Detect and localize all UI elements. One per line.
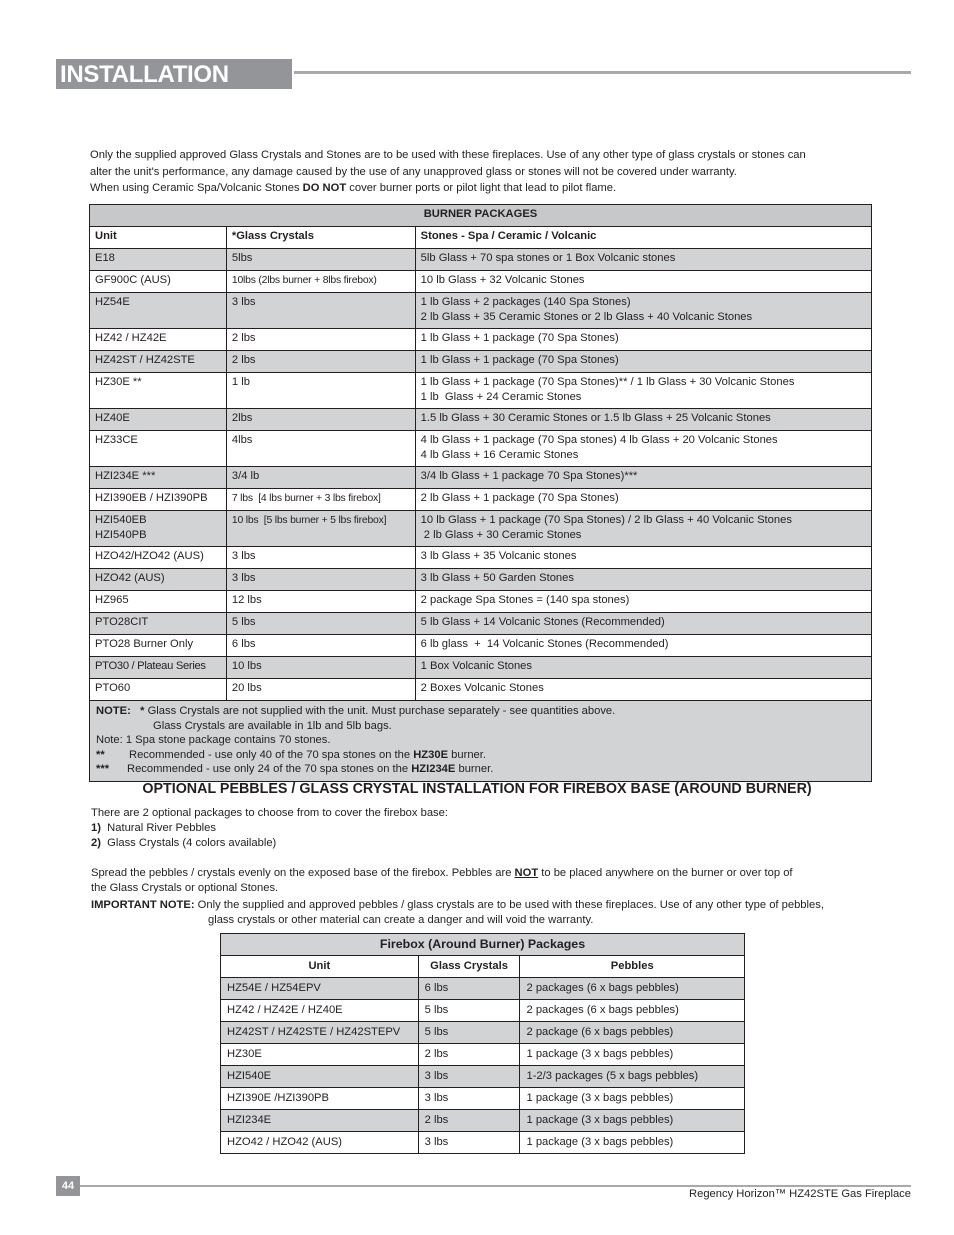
burner-table-row xyxy=(90,271,872,293)
burner-table-note xyxy=(90,701,872,782)
note-line-2: Glass Crystals are available in 1lb and 5lb bags. xyxy=(153,719,392,732)
cell-unit-text: PTO28 Burner Only xyxy=(95,638,194,650)
burner-table-row xyxy=(90,657,872,679)
cell-stones-text: 2 package Spa Stones = (140 spa stones) xyxy=(420,594,630,606)
note-line-4: Recommended - use only 40 of the 70 spa stones on the xyxy=(129,748,414,761)
cell-stones-text-line-2: 1 lb Glass + 24 Ceramic Stones xyxy=(420,391,582,403)
note-line-1: Glass Crystals are not supplied with the unit. Must purchase separately - see quantities above. xyxy=(144,705,616,717)
cell-glass-text: 5 lbs xyxy=(231,616,256,628)
fb-col-header-unit: Unit xyxy=(221,956,419,978)
cell-stones-text: 1 lb Glass + 1 package (70 Spa Stones) xyxy=(420,332,619,344)
note-line-4-model: HZ30E xyxy=(413,748,449,761)
note-line-4-mark: ** xyxy=(96,748,105,761)
cell-unit xyxy=(90,409,227,431)
fb-cell-glass: 5 lbs xyxy=(418,1000,520,1022)
cell-stones xyxy=(415,489,871,511)
pebbles-spread-line-2: the Glass Crystals or optional Stones. xyxy=(91,882,279,894)
page-title: INSTALLATION xyxy=(60,61,229,88)
cell-stones xyxy=(415,635,871,657)
cell-glass xyxy=(226,329,415,351)
cell-unit-text: HZO42/HZO42 (AUS) xyxy=(95,550,204,562)
cell-glass xyxy=(226,511,415,547)
fb-cell-pebbles: 1 package (3 x bags pebbles) xyxy=(520,1110,745,1132)
important-note-text: Only the supplied and approved pebbles / glass crystals are to be used with these fireplaces. Use of any other type of pebbles, xyxy=(194,899,824,911)
cell-stones-text: 3 lb Glass + 50 Garden Stones xyxy=(420,572,574,584)
burner-table-row xyxy=(90,431,872,467)
cell-glass-text: 3 lbs xyxy=(231,572,256,584)
burner-table-row xyxy=(90,635,872,657)
cell-unit-text: HZ30E ** xyxy=(95,376,142,388)
firebox-table-body xyxy=(221,978,745,1154)
note-label: NOTE: xyxy=(96,705,131,717)
cell-stones-text: 1 Box Volcanic Stones xyxy=(420,660,532,672)
cell-glass xyxy=(226,547,415,569)
cell-stones-text: 1.5 lb Glass + 30 Ceramic Stones or 1.5 lb Glass + 25 Volcanic Stones xyxy=(420,412,771,424)
cell-glass xyxy=(226,569,415,591)
intro-warning-emphasis: DO NOT xyxy=(302,182,347,194)
fb-cell-glass: 3 lbs xyxy=(418,1088,520,1110)
cell-unit-text: HZ965 xyxy=(95,594,129,606)
cell-stones-text-line-2: 2 lb Glass + 30 Ceramic Stones xyxy=(420,529,582,541)
cell-glass xyxy=(226,467,415,489)
important-note-line-1 xyxy=(91,898,871,913)
option-2-label: Glass Crystals (4 colors available) xyxy=(107,837,277,849)
cell-unit xyxy=(90,547,227,569)
cell-glass-text: 10lbs (2lbs burner + 8lbs firebox) xyxy=(231,275,377,286)
pebbles-spread-line-1 xyxy=(91,866,871,881)
pebbles-option-1 xyxy=(91,821,871,836)
cell-unit xyxy=(90,431,227,467)
cell-unit-text: E18 xyxy=(95,252,115,264)
cell-stones-text: 6 lb glass + 14 Volcanic Stones (Recommended) xyxy=(420,638,669,650)
spread-text-tail: to be placed anywhere on the burner or over top of xyxy=(538,867,793,879)
firebox-table-row xyxy=(221,1044,745,1066)
cell-unit xyxy=(90,489,227,511)
note-line-5-model: HZI234E xyxy=(411,763,456,776)
burner-table-row xyxy=(90,547,872,569)
cell-stones xyxy=(415,293,871,329)
page-number: 44 xyxy=(56,1176,80,1196)
firebox-table-row xyxy=(221,1022,745,1044)
burner-table-row xyxy=(90,511,872,547)
burner-table-row xyxy=(90,591,872,613)
firebox-table-row xyxy=(221,1066,745,1088)
cell-glass-text: 3/4 lb xyxy=(231,470,260,482)
burner-packages-table xyxy=(89,204,872,782)
cell-unit xyxy=(90,613,227,635)
cell-stones-text-line-2: 2 lb Glass + 35 Ceramic Stones or 2 lb Glass + 40 Volcanic Stones xyxy=(420,311,753,323)
important-note-label: IMPORTANT NOTE: xyxy=(91,899,195,911)
burner-table-row xyxy=(90,293,872,329)
cell-stones-text: 2 Boxes Volcanic Stones xyxy=(420,682,544,694)
cell-glass-text: 2 lbs xyxy=(231,354,256,366)
fb-cell-glass: 6 lbs xyxy=(418,978,520,1000)
cell-stones xyxy=(415,511,871,547)
cell-glass-text: 2lbs xyxy=(231,412,253,424)
cell-unit-text: GF900C (AUS) xyxy=(95,274,171,286)
pebbles-text xyxy=(91,806,871,928)
col-header-stones: Stones - Spa / Ceramic / Volcanic xyxy=(415,227,871,249)
burner-table-row xyxy=(90,679,872,701)
cell-unit-text: HZI390EB / HZI390PB xyxy=(95,492,208,504)
cell-unit-text: HZI540EB xyxy=(95,514,147,526)
cell-unit-text: PTO60 xyxy=(95,682,131,694)
pebbles-option-2 xyxy=(91,836,871,851)
cell-stones-text: 1 lb Glass + 1 package (70 Spa Stones) xyxy=(420,354,619,366)
cell-stones-text: 4 lb Glass + 1 package (70 Spa stones) 4 lb Glass + 20 Volcanic Stones xyxy=(420,434,778,446)
footer-product-name: Regency Horizon™ HZ42STE Gas Fireplace xyxy=(689,1188,911,1200)
fb-cell-unit: HZO42 / HZO42 (AUS) xyxy=(221,1132,419,1154)
cell-stones xyxy=(415,657,871,679)
cell-glass xyxy=(226,373,415,409)
fb-cell-pebbles: 1 package (3 x bags pebbles) xyxy=(520,1132,745,1154)
note-line-3: Note: 1 Spa stone package contains 70 stones. xyxy=(96,734,331,747)
cell-glass xyxy=(226,293,415,329)
fb-cell-unit: HZI540E xyxy=(221,1066,419,1088)
burner-table-body xyxy=(90,249,872,701)
important-note-line-2: glass crystals or other material can create a danger and will void the warranty. xyxy=(208,914,594,926)
cell-unit-text: PTO28CIT xyxy=(95,616,149,628)
fb-cell-pebbles: 2 packages (6 x bags pebbles) xyxy=(520,1000,745,1022)
cell-unit xyxy=(90,249,227,271)
firebox-table-row xyxy=(221,1110,745,1132)
cell-stones xyxy=(415,467,871,489)
cell-stones xyxy=(415,351,871,373)
cell-stones-text: 5 lb Glass + 14 Volcanic Stones (Recommended) xyxy=(420,616,665,628)
cell-unit-text: HZ42 / HZ42E xyxy=(95,332,167,344)
cell-glass xyxy=(226,657,415,679)
burner-table-row xyxy=(90,467,872,489)
cell-stones xyxy=(415,613,871,635)
fb-cell-glass: 2 lbs xyxy=(418,1044,520,1066)
burner-table-row xyxy=(90,329,872,351)
cell-glass-text: 5lbs xyxy=(231,252,253,264)
intro-line-2: alter the unit's performance, any damage caused by the use of any unapproved glass or stones will not be covered under warranty. xyxy=(90,165,737,178)
note-line-5-tail: burner. xyxy=(455,763,494,776)
cell-glass-text: 2 lbs xyxy=(231,332,256,344)
fb-cell-pebbles: 1 package (3 x bags pebbles) xyxy=(520,1088,745,1110)
cell-glass xyxy=(226,409,415,431)
fb-cell-glass: 5 lbs xyxy=(418,1022,520,1044)
cell-stones-text: 2 lb Glass + 1 package (70 Spa Stones) xyxy=(420,492,619,504)
burner-table-row xyxy=(90,351,872,373)
cell-glass xyxy=(226,613,415,635)
cell-unit xyxy=(90,657,227,679)
fb-cell-pebbles: 2 package (6 x bags pebbles) xyxy=(520,1022,745,1044)
burner-table-caption: BURNER PACKAGES xyxy=(90,205,872,227)
firebox-packages-table xyxy=(220,933,745,1154)
intro-line-3-text: When using Ceramic Spa/Volcanic Stones xyxy=(90,182,303,194)
note-line-4-tail: burner. xyxy=(448,748,486,761)
cell-glass xyxy=(226,489,415,511)
cell-unit xyxy=(90,467,227,489)
cell-glass-text: 3 lbs xyxy=(231,296,256,308)
header-rule xyxy=(294,71,911,74)
cell-stones-text: 10 lb Glass + 1 package (70 Spa Stones) / 2 lb Glass + 40 Volcanic Stones xyxy=(420,514,792,526)
firebox-table-row xyxy=(221,1088,745,1110)
cell-stones xyxy=(415,249,871,271)
cell-glass-text: 1 lb xyxy=(231,376,250,388)
cell-glass-text: 12 lbs xyxy=(231,594,262,606)
cell-stones-text: 5lb Glass + 70 spa stones or 1 Box Volcanic stones xyxy=(420,252,676,264)
cell-unit-text-line-2: HZI540PB xyxy=(95,529,147,541)
fb-col-header-pebbles: Pebbles xyxy=(520,956,745,978)
cell-glass xyxy=(226,679,415,701)
firebox-table-row xyxy=(221,978,745,1000)
option-1-label: Natural River Pebbles xyxy=(107,822,216,834)
cell-stones xyxy=(415,569,871,591)
fb-cell-unit: HZ42ST / HZ42STE / HZ42STEPV xyxy=(221,1022,419,1044)
cell-stones xyxy=(415,431,871,467)
firebox-table-caption: Firebox (Around Burner) Packages xyxy=(221,934,745,956)
note-line-5-mark: *** xyxy=(96,763,110,776)
cell-stones xyxy=(415,373,871,409)
fb-cell-pebbles: 1-2/3 packages (5 x bags pebbles) xyxy=(520,1066,745,1088)
intro-line-3-tail: cover burner ports or pilot light that lead to pilot flame. xyxy=(346,182,617,194)
cell-unit-text: HZ42ST / HZ42STE xyxy=(95,354,195,366)
footer-rule xyxy=(80,1185,911,1187)
fb-cell-glass: 3 lbs xyxy=(418,1132,520,1154)
fb-cell-pebbles: 2 packages (6 x bags pebbles) xyxy=(520,978,745,1000)
cell-unit xyxy=(90,569,227,591)
burner-table-row xyxy=(90,613,872,635)
cell-glass-text: 4lbs xyxy=(231,434,253,446)
fb-cell-glass: 3 lbs xyxy=(418,1066,520,1088)
cell-glass-text: 6 lbs xyxy=(231,638,256,650)
cell-stones xyxy=(415,679,871,701)
fb-cell-unit: HZI234E xyxy=(221,1110,419,1132)
burner-table-row xyxy=(90,249,872,271)
intro-line-1: Only the supplied approved Glass Crystals and Stones are to be used with these fireplaces. Use of any other type of glass crystals or stones can xyxy=(90,149,806,161)
cell-glass-text: 10 lbs xyxy=(231,660,262,672)
cell-glass-text: 10 lbs [5 lbs burner + 5 lbs firebox] xyxy=(231,515,387,526)
fb-col-header-glass: Glass Crystals xyxy=(418,956,520,978)
cell-unit-text: HZO42 (AUS) xyxy=(95,572,165,584)
burner-table-row xyxy=(90,569,872,591)
cell-glass xyxy=(226,431,415,467)
option-1-number: 1) xyxy=(91,822,101,834)
cell-stones xyxy=(415,409,871,431)
intro-line-3 xyxy=(90,180,880,197)
cell-glass-text: 3 lbs xyxy=(231,550,256,562)
fb-cell-unit: HZ30E xyxy=(221,1044,419,1066)
cell-stones-text: 1 lb Glass + 1 package (70 Spa Stones)** / 1 lb Glass + 30 Volcanic Stones xyxy=(420,376,795,388)
cell-glass xyxy=(226,351,415,373)
cell-unit xyxy=(90,591,227,613)
cell-unit xyxy=(90,373,227,409)
fb-cell-pebbles: 1 package (3 x bags pebbles) xyxy=(520,1044,745,1066)
cell-unit xyxy=(90,679,227,701)
cell-unit-text: PTO30 / Plateau Series xyxy=(95,660,206,672)
cell-unit-text: HZI234E *** xyxy=(95,470,156,482)
cell-glass-text: 20 lbs xyxy=(231,682,262,694)
note-star: * xyxy=(140,705,145,717)
fb-cell-glass: 2 lbs xyxy=(418,1110,520,1132)
pebbles-section-title: OPTIONAL PEBBLES / GLASS CRYSTAL INSTALLATION FOR FIREBOX BASE (AROUND BURNER) xyxy=(142,781,812,797)
fb-cell-unit: HZ54E / HZ54EPV xyxy=(221,978,419,1000)
col-header-unit: Unit xyxy=(90,227,227,249)
firebox-table-row xyxy=(221,1000,745,1022)
pebbles-intro: There are 2 optional packages to choose from to cover the firebox base: xyxy=(91,807,448,819)
cell-stones xyxy=(415,591,871,613)
spread-not-emphasis: NOT xyxy=(514,867,539,879)
cell-glass-text: 7 lbs [4 lbs burner + 3 lbs firebox] xyxy=(231,493,381,504)
cell-unit xyxy=(90,351,227,373)
cell-stones xyxy=(415,547,871,569)
intro-text xyxy=(90,147,880,197)
cell-unit xyxy=(90,511,227,547)
cell-unit-text: HZ54E xyxy=(95,296,130,308)
cell-unit xyxy=(90,293,227,329)
cell-unit xyxy=(90,271,227,293)
cell-unit xyxy=(90,635,227,657)
col-header-glass: *Glass Crystals xyxy=(226,227,415,249)
note-line-5: Recommended - use only 24 of the 70 spa stones on the xyxy=(127,763,412,776)
fb-cell-unit: HZ42 / HZ42E / HZ40E xyxy=(221,1000,419,1022)
cell-glass xyxy=(226,249,415,271)
burner-table-row xyxy=(90,373,872,409)
cell-glass xyxy=(226,271,415,293)
spread-text: Spread the pebbles / crystals evenly on the exposed base of the firebox. Pebbles are xyxy=(91,867,515,879)
cell-unit-text: HZ33CE xyxy=(95,434,138,446)
cell-stones-text: 10 lb Glass + 32 Volcanic Stones xyxy=(420,274,585,286)
fb-cell-unit: HZI390E /HZI390PB xyxy=(221,1088,419,1110)
cell-stones xyxy=(415,329,871,351)
section-header xyxy=(56,59,292,89)
cell-glass xyxy=(226,635,415,657)
cell-stones xyxy=(415,271,871,293)
cell-stones-text: 1 lb Glass + 2 packages (140 Spa Stones) xyxy=(420,296,631,308)
burner-table-row xyxy=(90,409,872,431)
firebox-table-row xyxy=(221,1132,745,1154)
cell-stones-text: 3/4 lb Glass + 1 package 70 Spa Stones)*** xyxy=(420,470,638,482)
cell-glass xyxy=(226,591,415,613)
option-2-number: 2) xyxy=(91,837,101,849)
cell-stones-text: 3 lb Glass + 35 Volcanic stones xyxy=(420,550,577,562)
cell-stones-text-line-2: 4 lb Glass + 16 Ceramic Stones xyxy=(420,449,579,461)
burner-table-row xyxy=(90,489,872,511)
cell-unit xyxy=(90,329,227,351)
cell-unit-text: HZ40E xyxy=(95,412,130,424)
